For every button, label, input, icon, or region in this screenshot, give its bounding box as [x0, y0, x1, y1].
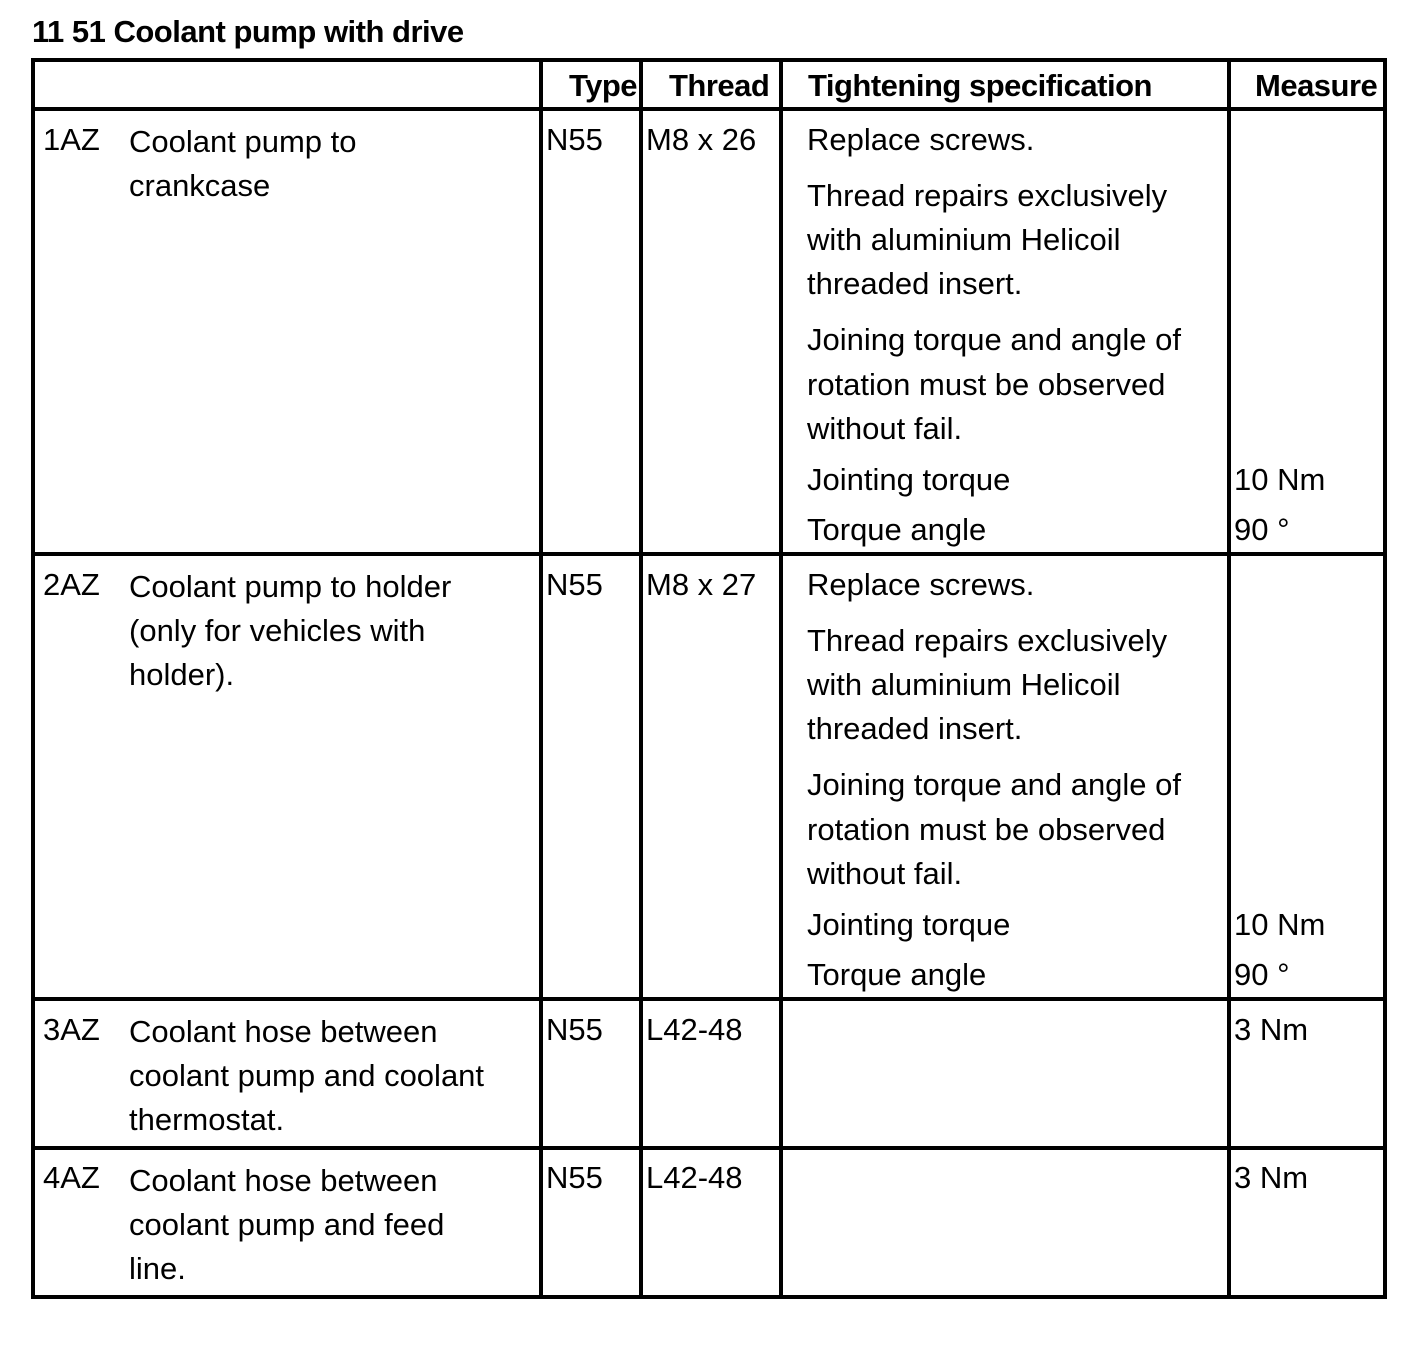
row-description: Coolant hose between — [129, 1163, 438, 1198]
spec-joining-note: rotation must be observed — [807, 367, 1166, 402]
measure-torque-value: 3 Nm — [1234, 1160, 1309, 1195]
spec-thread-repair: with aluminium Helicoil — [807, 667, 1121, 702]
column-divider — [779, 62, 783, 1295]
row-description: Coolant pump to — [129, 124, 357, 159]
row-description: crankcase — [129, 168, 271, 203]
row-divider — [35, 107, 1383, 111]
spec-torque-angle-label: Torque angle — [807, 512, 987, 547]
row-thread: L42-48 — [646, 1160, 743, 1195]
row-type: N55 — [546, 1012, 603, 1047]
spec-joining-note: Joining torque and angle of — [807, 322, 1182, 357]
header-thread: Thread — [669, 68, 770, 103]
row-divider — [35, 1146, 1383, 1150]
spec-jointing-torque-label: Jointing torque — [807, 462, 1011, 497]
measure-torque-value: 10 Nm — [1234, 907, 1326, 942]
spec-joining-note: Joining torque and angle of — [807, 767, 1182, 802]
row-type: N55 — [546, 1160, 603, 1195]
spec-jointing-torque-label: Jointing torque — [807, 907, 1011, 942]
spec-thread-repair: Thread repairs exclusively — [807, 178, 1168, 213]
spec-joining-note: without fail. — [807, 856, 963, 891]
column-divider — [639, 62, 643, 1295]
measure-angle-value: 90 ° — [1234, 512, 1290, 547]
row-description: holder). — [129, 657, 235, 692]
spec-thread-repair: Thread repairs exclusively — [807, 623, 1168, 658]
row-id: 3AZ — [43, 1012, 100, 1047]
row-description: coolant pump and feed — [129, 1207, 445, 1242]
row-description: Coolant hose between — [129, 1014, 438, 1049]
spec-replace-screws: Replace screws. — [807, 567, 1035, 602]
measure-angle-value: 90 ° — [1234, 957, 1290, 992]
row-id: 4AZ — [43, 1160, 100, 1195]
row-thread: M8 x 27 — [646, 567, 757, 602]
spec-joining-note: rotation must be observed — [807, 812, 1166, 847]
row-description: Coolant pump to holder — [129, 569, 452, 604]
page-title: 11 51 Coolant pump with drive — [32, 14, 464, 49]
spec-thread-repair: threaded insert. — [807, 266, 1023, 301]
spec-joining-note: without fail. — [807, 411, 963, 446]
spec-thread-repair: threaded insert. — [807, 711, 1023, 746]
spec-torque-angle-label: Torque angle — [807, 957, 987, 992]
row-thread: M8 x 26 — [646, 122, 757, 157]
column-divider — [539, 62, 543, 1295]
header-type: Type — [569, 68, 638, 103]
row-divider — [35, 997, 1383, 1001]
row-description: coolant pump and coolant — [129, 1058, 485, 1093]
column-divider — [1227, 62, 1231, 1295]
row-thread: L42-48 — [646, 1012, 743, 1047]
row-description: (only for vehicles with — [129, 613, 426, 648]
measure-torque-value: 3 Nm — [1234, 1012, 1309, 1047]
row-divider — [35, 552, 1383, 556]
row-description: thermostat. — [129, 1102, 285, 1137]
measure-torque-value: 10 Nm — [1234, 462, 1326, 497]
row-type: N55 — [546, 567, 603, 602]
spec-replace-screws: Replace screws. — [807, 122, 1035, 157]
row-type: N55 — [546, 122, 603, 157]
row-id: 1AZ — [43, 122, 100, 157]
row-description: line. — [129, 1251, 186, 1286]
header-tightening-specification: Tightening specification — [808, 68, 1152, 103]
torque-spec-table — [31, 58, 1387, 1299]
row-id: 2AZ — [43, 567, 100, 602]
header-measure: Measure — [1255, 68, 1378, 103]
spec-thread-repair: with aluminium Helicoil — [807, 222, 1121, 257]
